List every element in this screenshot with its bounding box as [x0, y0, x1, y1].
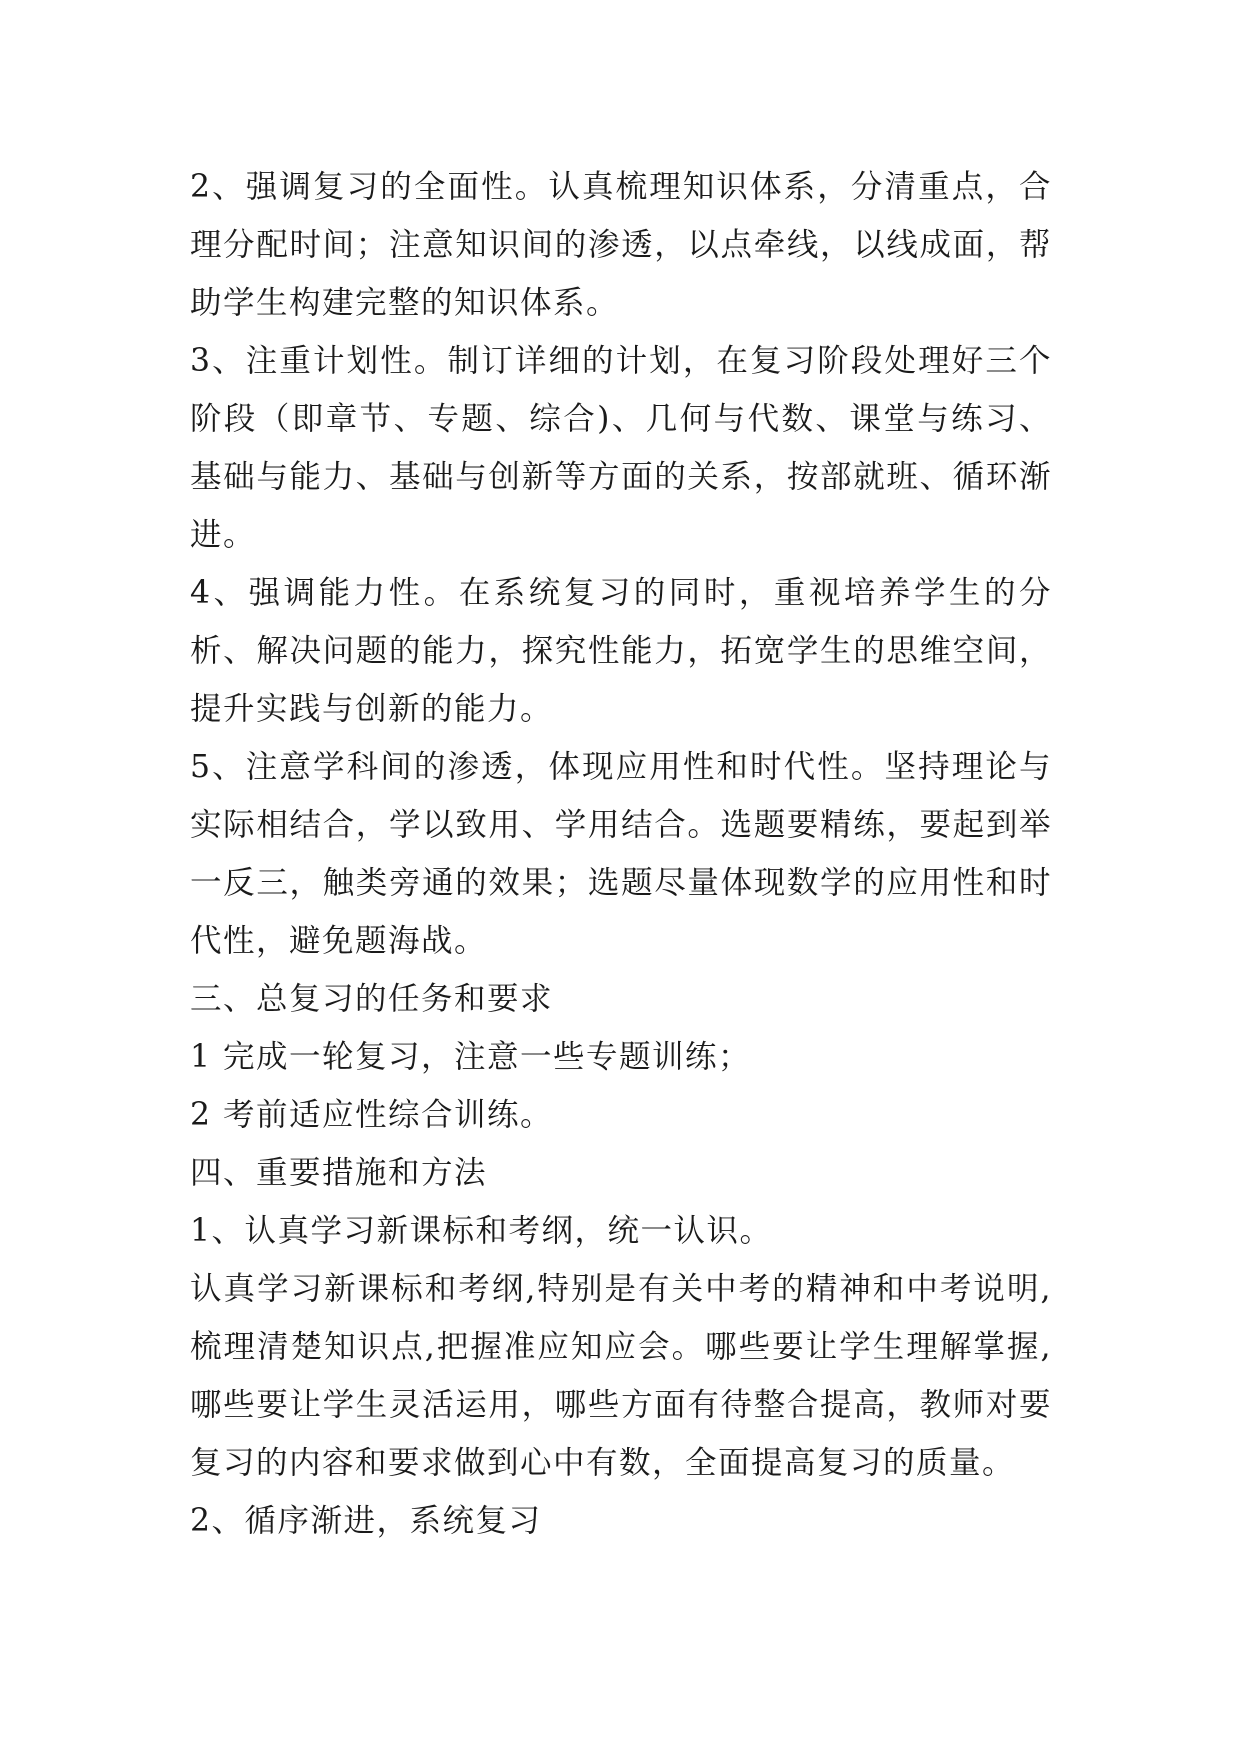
- task-item-2: 2 考前适应性综合训练。: [190, 1097, 554, 1133]
- document-body: [190, 158, 1052, 1550]
- paragraph-point-5: 5、注意学科间的渗透，体现应用性和时代性。坚持理论与实际相结合，学以致用、学用结合。选题要精练，要起到举一反三，触类旁通的效果；选题尽量体现数学的应用性和时代性，避免题海战。: [190, 749, 1052, 959]
- measure-item-2: 2、循序渐进，系统复习: [190, 1503, 542, 1539]
- measure-item-1: 1、认真学习新课标和考纲，统一认识。: [190, 1213, 773, 1249]
- task-item-1: 1 完成一轮复习，注意一些专题训练；: [190, 1039, 752, 1075]
- paragraph-point-3: 3、注重计划性。制订详细的计划，在复习阶段处理好三个阶段（即章节、专题、综合)、几何与代数、课堂与练习、基础与能力、基础与创新等方面的关系，按部就班、循环渐进。: [190, 343, 1052, 553]
- section-heading-3: 三、总复习的任务和要求: [190, 981, 554, 1017]
- paragraph-point-2: 2、强调复习的全面性。认真梳理知识体系，分清重点，合理分配时间；注意知识间的渗透，以点牵线，以线成面，帮助学生构建完整的知识体系。: [190, 169, 1052, 321]
- paragraph-point-4: 4、强调能力性。在系统复习的同时，重视培养学生的分析、解决问题的能力，探究性能力，拓宽学生的思维空间，提升实践与创新的能力。: [190, 575, 1052, 727]
- measure-item-1-detail: 认真学习新课标和考纲,特别是有关中考的精神和中考说明,梳理清楚知识点,把握准应知应会。哪些要让学生理解掌握,哪些要让学生灵活运用，哪些方面有待整合提高，教师对要复习的内容和要求做到心中有数，全面提高复习的质量。: [190, 1271, 1052, 1481]
- section-heading-4: 四、重要措施和方法: [190, 1155, 488, 1191]
